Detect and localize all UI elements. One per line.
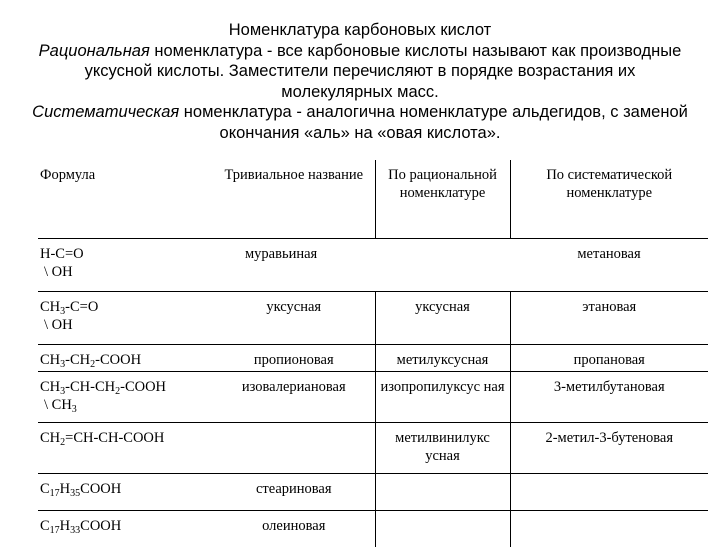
systematic-name-cell: этановая: [510, 292, 708, 345]
header-formula: Формула: [38, 160, 213, 239]
rational-name-cell: [375, 474, 510, 511]
rational-name-cell: [375, 511, 510, 547]
formula-cell: [38, 511, 213, 547]
table-row: [38, 372, 708, 423]
formula-subscript: 3: [60, 386, 65, 397]
formula-line: $CH_3-CH-CH_2$-COOH: [40, 379, 166, 395]
systematic-name-cell: 2-метил-3-бутеновая: [510, 423, 708, 474]
trivial-name-cell: стеариновая: [213, 474, 375, 511]
formula-subscript: 17: [50, 525, 60, 536]
header-trivial: Тривиальное название: [213, 160, 375, 239]
trivial-name-cell: [213, 423, 375, 474]
systematic-name-cell: пропановая: [510, 345, 708, 372]
table-row: [38, 511, 708, 547]
page-title: Номенклатура карбоновых кислот: [30, 20, 690, 41]
systematic-definition: [30, 102, 690, 143]
formula-line: $C_{17}H_{33}COOH$: [40, 518, 121, 534]
formula-subscript: 2: [60, 437, 65, 448]
formula-cell: [38, 423, 213, 474]
trivial-name-cell: уксусная: [213, 292, 375, 345]
table-row: [38, 345, 708, 372]
formula-branch: \ $CH_3$: [40, 396, 210, 414]
formula-subscript: 35: [70, 488, 80, 499]
table-row: [38, 292, 708, 345]
trivial-name-cell: пропионовая: [213, 345, 375, 372]
rational-term: Рациональная: [39, 42, 150, 60]
formula-branch: \ OH: [40, 316, 210, 334]
rational-name-cell: метилвинилукс усная: [375, 423, 510, 474]
table-row: [38, 474, 708, 511]
systematic-name-cell: 3-метилбутановая: [510, 372, 708, 423]
systematic-name-cell: метановая: [510, 239, 708, 292]
rational-text: номенклатура - все карбоновые кислоты называют как производные уксусной кислоты. Заместители перечисляют в порядке возрастания их молекулярных масс.: [85, 42, 682, 101]
formula-cell: [38, 239, 213, 292]
header-systematic: По систематической номенклатуре: [510, 160, 708, 239]
trivial-name-cell: олеиновая: [213, 511, 375, 547]
formula-subscript: 17: [50, 488, 60, 499]
formula-branch: \ OH: [40, 263, 210, 281]
table-row: [38, 423, 708, 474]
systematic-term: Систематическая: [32, 103, 179, 121]
formula-cell: [38, 292, 213, 345]
formula-cell: [38, 372, 213, 423]
table-header-row: [38, 160, 708, 239]
formula-line: $CH_3-C=O$: [40, 299, 98, 315]
formula-cell: [38, 474, 213, 511]
formula-subscript: 3: [72, 404, 77, 415]
table-row: [38, 239, 708, 292]
formula-cell: [38, 345, 213, 372]
formula-line: $C_{17}H_{35}COOH$: [40, 481, 121, 497]
rational-name-cell: метилуксусная: [375, 345, 510, 372]
systematic-text: номенклатура - аналогична номенклатуре альдегидов, с заменой окончания «аль» на «овая кислота».: [179, 103, 688, 142]
formula-subscript: 3: [60, 306, 65, 317]
formula-subscript: 2: [115, 386, 120, 397]
trivial-name-cell: муравьиная: [213, 239, 510, 292]
formula-subscript: 2: [90, 359, 95, 370]
rational-name-cell: уксусная: [375, 292, 510, 345]
intro-text: [30, 20, 690, 143]
formula-line: $CH_2=CH-CH$-COOH: [40, 430, 164, 446]
systematic-name-cell: [510, 511, 708, 547]
nomenclature-table-body: [38, 160, 708, 547]
formula-subscript: 33: [70, 525, 80, 536]
nomenclature-table: [38, 160, 708, 547]
systematic-name-cell: [510, 474, 708, 511]
formula-line: H-C=O: [40, 246, 84, 262]
formula-line: $CH_3-CH_2$-COOH: [40, 352, 141, 368]
formula-subscript: 3: [60, 359, 65, 370]
rational-name-cell: изопропилуксус ная: [375, 372, 510, 423]
rational-definition: [30, 41, 690, 103]
header-rational: По рациональной номенклатуре: [375, 160, 510, 239]
trivial-name-cell: изовалериановая: [213, 372, 375, 423]
